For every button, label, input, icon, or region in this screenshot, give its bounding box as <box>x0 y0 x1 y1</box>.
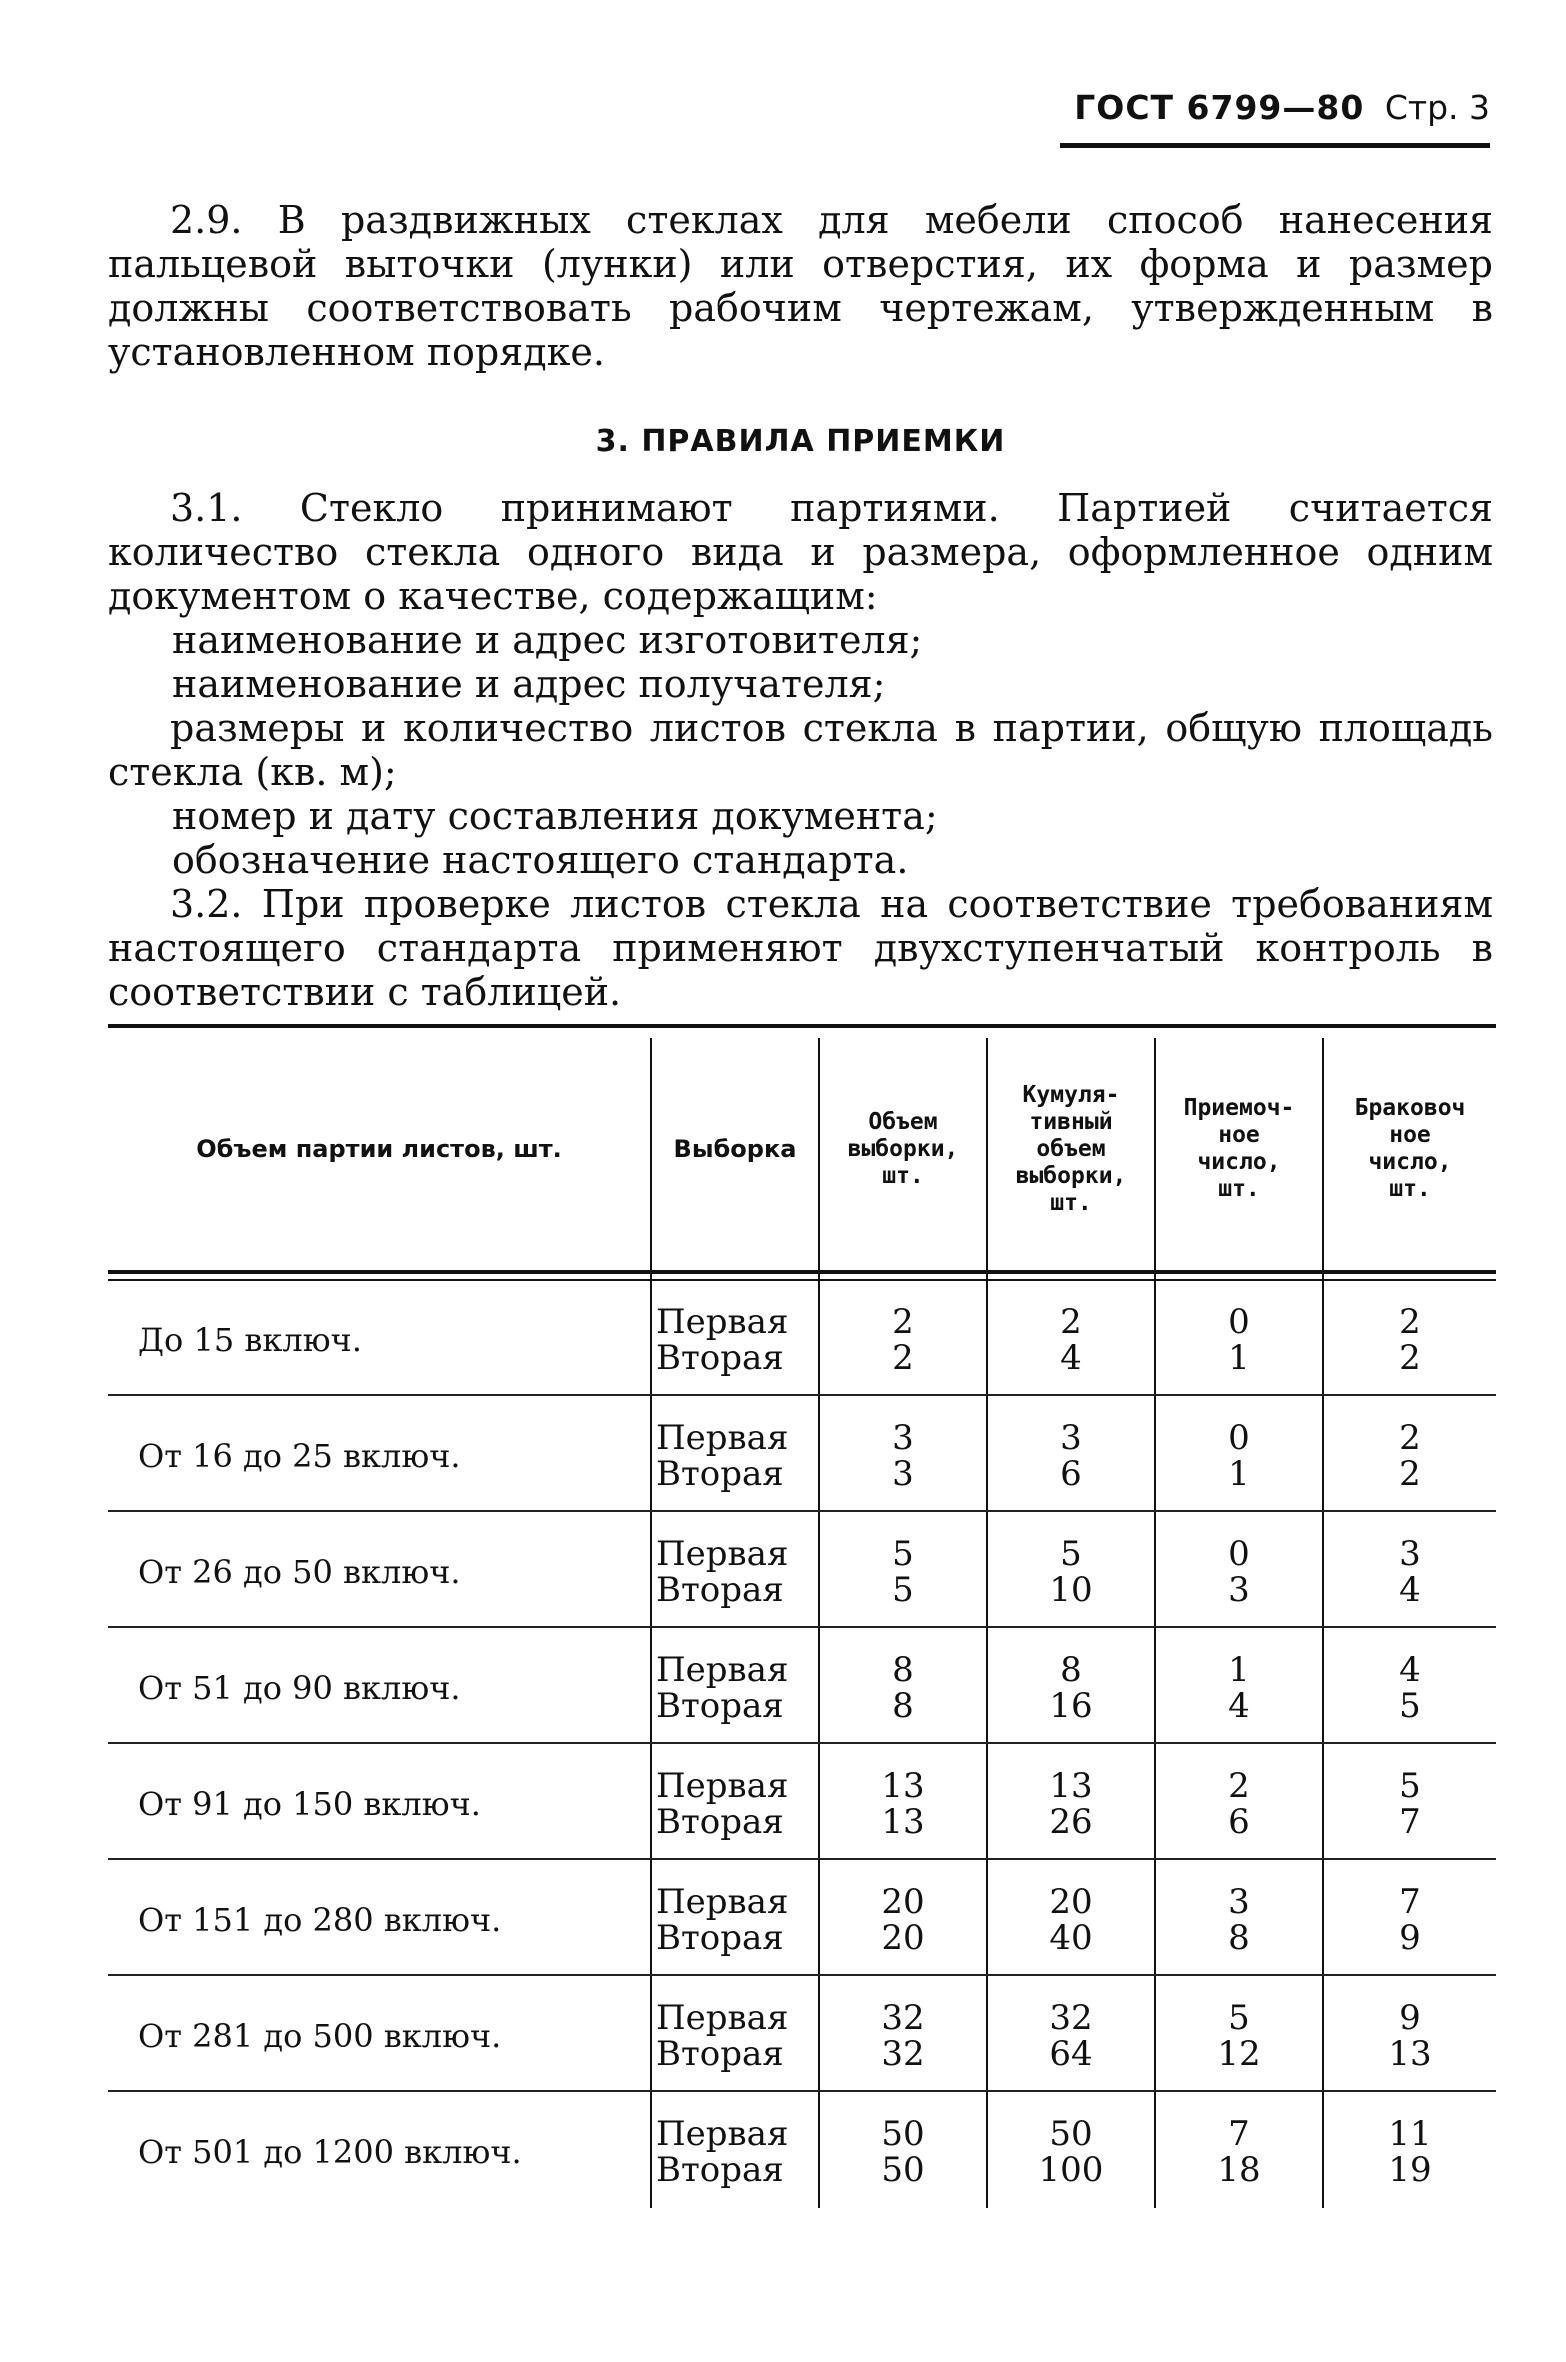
sample-size-value: 2 <box>892 1338 914 1378</box>
cumulative-size-value: 4 <box>1060 1338 1082 1378</box>
rejection-number-value: 7 <box>1399 1802 1421 1842</box>
cumulative-size-value: 16 <box>1049 1686 1093 1726</box>
acceptance-number-cell <box>1156 1536 1322 1608</box>
row-separator <box>108 1858 1496 1860</box>
sample-size-value: 2 <box>892 1302 914 1342</box>
sample-size-cell <box>820 1768 986 1840</box>
cumulative-size-value: 100 <box>1038 2150 1104 2190</box>
sample-size-cell <box>820 1884 986 1956</box>
header-sample-size: Объем выборки, шт. <box>847 1108 959 1189</box>
rejection-number-value: 19 <box>1388 2150 1432 2190</box>
sample-size-cell <box>820 2116 986 2188</box>
cumulative-size-value: 3 <box>1060 1418 1082 1458</box>
sample-value: Вторая <box>656 1338 784 1378</box>
sample-cell <box>656 1884 816 1956</box>
acceptance-number-value: 0 <box>1228 1302 1250 1342</box>
sample-cell <box>656 1420 816 1492</box>
sample-cell <box>656 1652 816 1724</box>
acceptance-number-cell <box>1156 2116 1322 2188</box>
sample-size-value: 32 <box>881 1998 925 2038</box>
rejection-number-cell <box>1324 1652 1496 1724</box>
acceptance-number-value: 1 <box>1228 1338 1250 1378</box>
sample-size-cell <box>820 1304 986 1376</box>
lot-size-cell: От 151 до 280 включ. <box>138 1901 502 1939</box>
sample-cell <box>656 1536 816 1608</box>
list-item-manufacturer: наименование и адрес изготовителя; <box>172 618 923 662</box>
acceptance-number-value: 4 <box>1228 1686 1250 1726</box>
cumulative-size-value: 50 <box>1049 2114 1093 2154</box>
lot-size-cell: От 281 до 500 включ. <box>138 2017 502 2055</box>
acceptance-number-value: 8 <box>1228 1918 1250 1958</box>
rejection-number-value: 2 <box>1399 1302 1421 1342</box>
sample-value: Первая <box>656 1650 789 1690</box>
acceptance-number-value: 6 <box>1228 1802 1250 1842</box>
paragraph-3-1: 3.1. Стекло принимают партиями. Партией считается количество стекла одного вида и размера, оформленное одним документом о качестве, содержащим: <box>108 486 1493 618</box>
sample-size-value: 50 <box>881 2150 925 2190</box>
sample-size-cell <box>820 2000 986 2072</box>
lot-size-cell: От 501 до 1200 включ. <box>138 2133 522 2171</box>
acceptance-number-cell <box>1156 1304 1322 1376</box>
sample-value: Первая <box>656 1766 789 1806</box>
sample-value: Первая <box>656 1998 789 2038</box>
page-number: Стр. 3 <box>1384 88 1490 127</box>
row-separator <box>108 1626 1496 1628</box>
sample-size-value: 13 <box>881 1802 925 1842</box>
rejection-number-value: 7 <box>1399 1882 1421 1922</box>
sample-size-value: 32 <box>881 2034 925 2074</box>
header-rule <box>1060 143 1490 148</box>
lot-size-cell: От 26 до 50 включ. <box>138 1553 461 1591</box>
sample-size-value: 20 <box>881 1918 925 1958</box>
cumulative-size-cell <box>988 2000 1154 2072</box>
cumulative-size-value: 32 <box>1049 1998 1093 2038</box>
acceptance-number-cell <box>1156 2000 1322 2072</box>
paragraph-2-9: 2.9. В раздвижных стеклах для мебели способ нанесения пальцевой выточки (лунки) или отверстия, их форма и размер должны соответствовать рабочим чертежам, утвержденным в установленном порядке. <box>108 198 1493 374</box>
header-sample: Выборка <box>673 1134 797 1163</box>
header-cumulative-size: Кумуля- тивный объем выборки, шт. <box>1015 1081 1127 1216</box>
acceptance-number-value: 12 <box>1217 2034 1261 2074</box>
acceptance-number-value: 3 <box>1228 1570 1250 1610</box>
sample-size-value: 8 <box>892 1686 914 1726</box>
rejection-number-value: 5 <box>1399 1766 1421 1806</box>
rejection-number-value: 2 <box>1399 1454 1421 1494</box>
cumulative-size-cell <box>988 1536 1154 1608</box>
cumulative-size-cell <box>988 1304 1154 1376</box>
acceptance-number-cell <box>1156 1420 1322 1492</box>
rejection-number-value: 4 <box>1399 1570 1421 1610</box>
table-header-rule <box>108 1270 1496 1274</box>
cumulative-size-value: 8 <box>1060 1650 1082 1690</box>
cumulative-size-value: 5 <box>1060 1534 1082 1574</box>
cumulative-size-cell <box>988 1420 1154 1492</box>
list-item-standard: обозначение настоящего стандарта. <box>172 838 909 882</box>
row-separator <box>108 2090 1496 2092</box>
cumulative-size-cell <box>988 1652 1154 1724</box>
rejection-number-cell <box>1324 1304 1496 1376</box>
cumulative-size-value: 2 <box>1060 1302 1082 1342</box>
acceptance-number-cell <box>1156 1652 1322 1724</box>
lot-size-cell: От 16 до 25 включ. <box>138 1437 461 1475</box>
rejection-number-value: 3 <box>1399 1534 1421 1574</box>
sample-cell <box>656 1768 816 1840</box>
cumulative-size-cell <box>988 1768 1154 1840</box>
row-separator <box>108 1742 1496 1744</box>
sample-size-value: 20 <box>881 1882 925 1922</box>
sample-size-value: 50 <box>881 2114 925 2154</box>
rejection-number-value: 5 <box>1399 1686 1421 1726</box>
lot-size-cell: До 15 включ. <box>138 1321 362 1359</box>
acceptance-number-value: 1 <box>1228 1650 1250 1690</box>
acceptance-number-cell <box>1156 1884 1322 1956</box>
sample-size-cell <box>820 1652 986 1724</box>
cumulative-size-value: 6 <box>1060 1454 1082 1494</box>
cumulative-size-value: 13 <box>1049 1766 1093 1806</box>
sample-size-cell <box>820 1420 986 1492</box>
sample-size-value: 3 <box>892 1418 914 1458</box>
rejection-number-value: 9 <box>1399 1998 1421 2038</box>
row-separator <box>108 1394 1496 1396</box>
list-item-document-date: номер и дату составления документа; <box>172 794 938 838</box>
cumulative-size-cell <box>988 2116 1154 2188</box>
section-3-title: 3. ПРАВИЛА ПРИЕМКИ <box>595 424 1006 459</box>
acceptance-number-cell <box>1156 1768 1322 1840</box>
rejection-number-value: 2 <box>1399 1338 1421 1378</box>
cumulative-size-value: 26 <box>1049 1802 1093 1842</box>
rejection-number-cell <box>1324 2000 1496 2072</box>
sample-size-value: 13 <box>881 1766 925 1806</box>
rejection-number-value: 11 <box>1388 2114 1432 2154</box>
cumulative-size-value: 20 <box>1049 1882 1093 1922</box>
row-separator <box>108 1974 1496 1976</box>
row-separator <box>108 1510 1496 1512</box>
sample-value: Первая <box>656 2114 789 2154</box>
sample-value: Вторая <box>656 2034 784 2074</box>
rejection-number-cell <box>1324 1420 1496 1492</box>
cumulative-size-value: 10 <box>1049 1570 1093 1610</box>
rejection-number-cell <box>1324 2116 1496 2188</box>
acceptance-number-value: 18 <box>1217 2150 1261 2190</box>
sample-size-value: 3 <box>892 1454 914 1494</box>
acceptance-table <box>108 1024 1496 2224</box>
rejection-number-value: 2 <box>1399 1418 1421 1458</box>
running-header <box>1060 88 1490 148</box>
sample-value: Вторая <box>656 1918 784 1958</box>
sample-value: Вторая <box>656 2150 784 2190</box>
table-header-rule-secondary <box>108 1279 1496 1281</box>
sample-cell <box>656 2000 816 2072</box>
sample-value: Первая <box>656 1418 789 1458</box>
sample-size-value: 5 <box>892 1534 914 1574</box>
rejection-number-value: 9 <box>1399 1918 1421 1958</box>
cumulative-size-value: 40 <box>1049 1918 1093 1958</box>
paragraph-3-2: 3.2. При проверке листов стекла на соответствие требованиям настоящего стандарта применяют двухступенчатый контроль в соответствии с таблицей. <box>108 882 1493 1014</box>
sample-value: Первая <box>656 1882 789 1922</box>
lot-size-cell: От 91 до 150 включ. <box>138 1785 481 1823</box>
cumulative-size-value: 64 <box>1049 2034 1093 2074</box>
header-lot-size: Объем партии листов, шт. <box>196 1134 562 1163</box>
rejection-number-cell <box>1324 1536 1496 1608</box>
list-item-sizes: размеры и количество листов стекла в партии, общую площадь стекла (кв. м); <box>108 706 1493 794</box>
header-rejection-number: Браковоч ное число, шт. <box>1354 1095 1466 1202</box>
acceptance-number-value: 5 <box>1228 1998 1250 2038</box>
rejection-number-cell <box>1324 1768 1496 1840</box>
sample-cell <box>656 1304 816 1376</box>
acceptance-number-value: 0 <box>1228 1534 1250 1574</box>
acceptance-number-value: 1 <box>1228 1454 1250 1494</box>
acceptance-number-value: 3 <box>1228 1882 1250 1922</box>
sample-value: Вторая <box>656 1454 784 1494</box>
sample-value: Первая <box>656 1534 789 1574</box>
list-item-recipient: наименование и адрес получателя; <box>172 662 886 706</box>
sample-value: Вторая <box>656 1802 784 1842</box>
rejection-number-value: 4 <box>1399 1650 1421 1690</box>
lot-size-cell: От 51 до 90 включ. <box>138 1669 461 1707</box>
acceptance-number-value: 7 <box>1228 2114 1250 2154</box>
rejection-number-value: 13 <box>1388 2034 1432 2074</box>
sample-size-value: 8 <box>892 1650 914 1690</box>
sample-value: Вторая <box>656 1686 784 1726</box>
sample-cell <box>656 2116 816 2188</box>
sample-size-value: 5 <box>892 1570 914 1610</box>
sample-value: Вторая <box>656 1570 784 1610</box>
standard-number: ГОСТ 6799—80 <box>1074 88 1365 127</box>
sample-value: Первая <box>656 1302 789 1342</box>
acceptance-number-value: 2 <box>1228 1766 1250 1806</box>
sample-size-cell <box>820 1536 986 1608</box>
header-acceptance-number: Приемоч- ное число, шт. <box>1183 1095 1295 1202</box>
cumulative-size-cell <box>988 1884 1154 1956</box>
acceptance-number-value: 0 <box>1228 1418 1250 1458</box>
rejection-number-cell <box>1324 1884 1496 1956</box>
